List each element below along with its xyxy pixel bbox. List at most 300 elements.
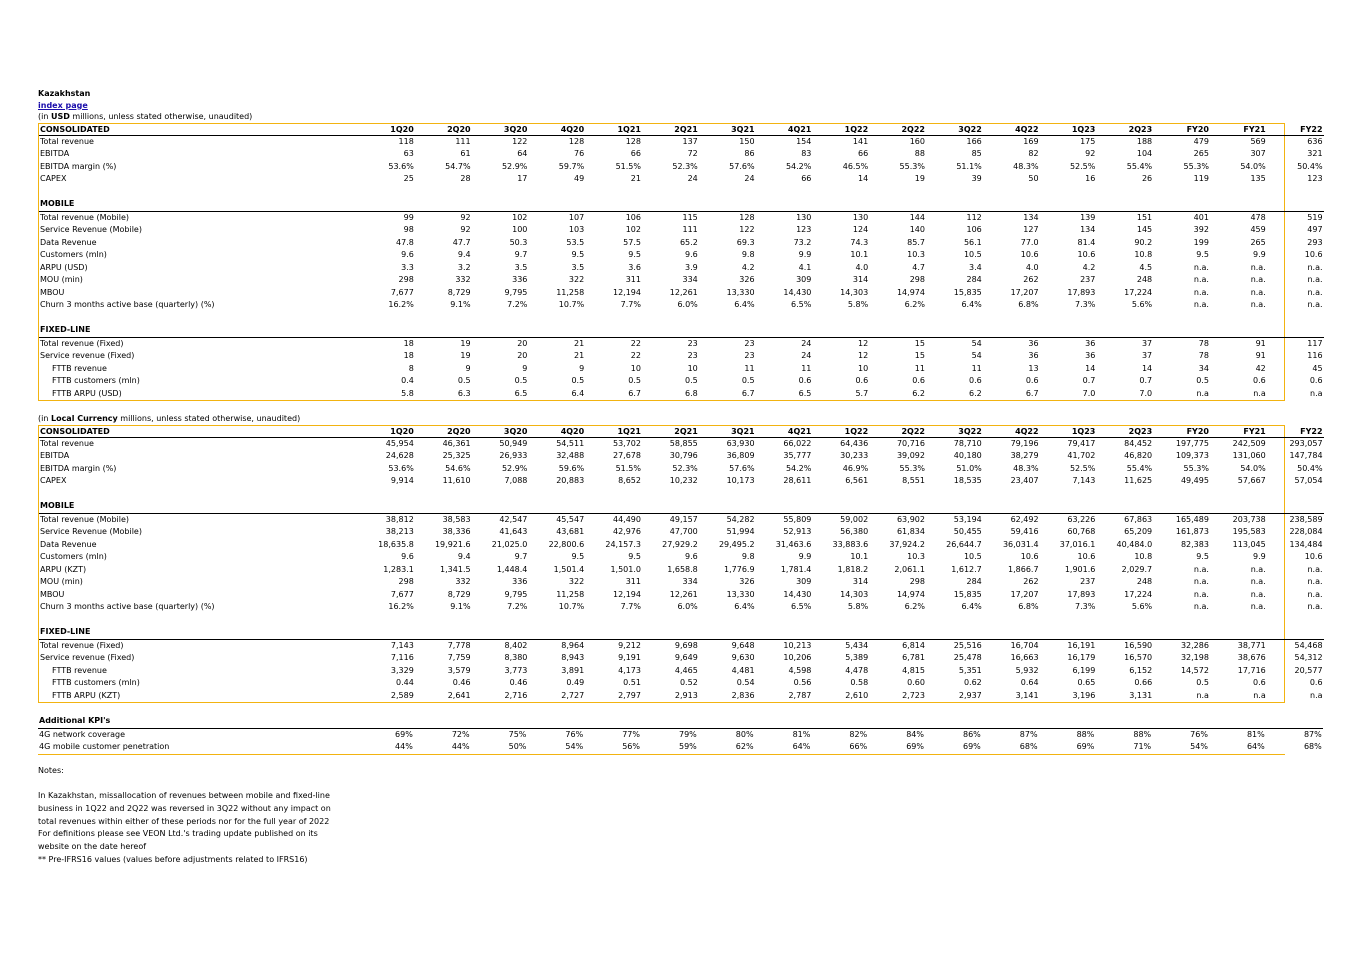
value-cell: 20,883 (556, 476, 585, 485)
value-cell: 7,677 (390, 589, 414, 599)
value-cell: 51.5% (615, 463, 641, 473)
value-cell: 16 (1085, 174, 1096, 183)
value-cell: 2,610 (845, 690, 869, 700)
value-cell: 34 (1198, 363, 1209, 373)
value-cell: 307 (1250, 149, 1266, 158)
value-cell: 128 (739, 212, 755, 222)
value-cell: 88 (914, 149, 925, 158)
value-cell: 265 (1193, 149, 1209, 158)
value-cell: 56% (622, 742, 640, 751)
value-cell: 19 (460, 338, 471, 348)
value-cell: 6.5% (791, 300, 812, 309)
value-cell: 26,933 (499, 451, 528, 460)
value-cell: 25 (403, 174, 414, 183)
value-cell: 44% (451, 742, 470, 751)
value-cell: 36,031.4 (1002, 539, 1039, 549)
value-cell: 9.8 (741, 250, 755, 259)
value-cell: n.a (1196, 690, 1209, 700)
value-cell: 17,716 (1237, 665, 1266, 675)
value-cell: 64% (1246, 742, 1265, 751)
value-cell: 334 (682, 577, 698, 586)
value-cell: 71% (1133, 742, 1152, 751)
value-cell: 3,579 (447, 665, 471, 675)
value-cell: 9.1% (450, 300, 471, 309)
value-cell: 284 (966, 275, 982, 284)
value-cell: 131,060 (1232, 451, 1266, 460)
value-cell: 7.3% (1075, 300, 1096, 309)
value-cell: 27,678 (612, 451, 641, 460)
value-cell: 8,943 (561, 653, 585, 662)
value-cell: 6.5 (798, 388, 812, 398)
value-cell: 150 (739, 136, 755, 146)
value-cell: 3.9 (685, 262, 698, 272)
value-cell: 2,913 (674, 690, 698, 700)
value-cell: 10.3 (907, 552, 925, 561)
row-label: MBOU (40, 589, 65, 599)
value-cell: 54.2% (785, 463, 812, 473)
value-cell: 14,974 (896, 287, 925, 297)
value-cell: 6,199 (1072, 665, 1096, 675)
value-cell: 117 (1307, 338, 1323, 348)
value-cell: 569 (1250, 136, 1266, 146)
value-cell: 497 (1307, 225, 1323, 234)
value-cell: 78 (1198, 338, 1209, 348)
row-label: FTTB ARPU (USD) (52, 388, 122, 398)
kpi-table (38, 715, 1323, 754)
value-cell: 0.65 (1077, 678, 1096, 687)
value-cell: 336 (512, 275, 528, 284)
value-cell: 109,373 (1175, 451, 1209, 460)
value-cell: n.a. (1307, 577, 1323, 586)
value-cell: 326 (739, 577, 755, 586)
table-row (39, 576, 1324, 589)
value-cell: 68% (1303, 742, 1322, 751)
value-cell: 76% (565, 729, 584, 739)
value-cell: 1,341.5 (440, 564, 471, 574)
value-cell: 37,924.2 (889, 539, 925, 549)
value-cell: 6.4 (571, 388, 585, 398)
value-cell: 9.1% (450, 602, 471, 611)
value-cell: 2,836 (731, 690, 755, 700)
value-cell: 32,286 (1180, 640, 1209, 650)
value-cell: 10.6 (1020, 552, 1039, 561)
value-cell: 0.5 (514, 376, 528, 385)
value-cell: 0.5 (628, 376, 641, 385)
value-cell: 63,930 (726, 438, 755, 448)
value-cell: 5.8 (401, 388, 414, 398)
value-cell: n.a. (1307, 300, 1323, 309)
column-header: 1Q22 (812, 124, 869, 136)
value-cell: 61,834 (896, 527, 925, 536)
column-header: FY22 (1267, 124, 1324, 136)
value-cell: 392 (1193, 225, 1209, 234)
value-cell: 46,361 (442, 438, 471, 448)
section-header-row (39, 500, 1324, 513)
value-cell: 6.4% (734, 602, 755, 611)
value-cell: 262 (1023, 577, 1039, 586)
table-row (39, 601, 1324, 614)
note-line: For definitions please see VEON Ltd.'s trading update published on its (38, 829, 318, 839)
section-header: CONSOLIDATED (39, 426, 358, 438)
value-cell: 52.9% (501, 463, 528, 473)
value-cell: 9,212 (618, 640, 641, 650)
value-cell: 14 (1141, 363, 1153, 373)
column-header: FY21 (1210, 426, 1267, 438)
row-label: MOU (min) (40, 275, 83, 284)
value-cell: 44% (395, 742, 413, 751)
value-cell: 140 (909, 225, 925, 234)
row-label: ARPU (KZT) (40, 564, 87, 574)
value-cell: 6.8 (685, 388, 698, 398)
value-cell: 0.5 (1196, 678, 1209, 687)
value-cell: 55.3% (899, 463, 925, 473)
value-cell: 0.46 (509, 678, 528, 687)
value-cell: 134 (1080, 225, 1096, 234)
column-header: 1Q23 (1040, 124, 1097, 136)
row-label: EBITDA margin (%) (40, 463, 117, 473)
value-cell: 7,088 (504, 476, 528, 485)
value-cell: 55.3% (899, 161, 925, 171)
value-cell: 81% (792, 729, 811, 739)
value-cell: 0.54 (736, 678, 755, 687)
index-page-link[interactable]: index page (38, 100, 88, 110)
value-cell: 19,921.6 (434, 539, 471, 549)
value-cell: 9,795 (504, 589, 528, 599)
value-cell: 1,612.7 (951, 564, 982, 574)
value-cell: 45,547 (556, 514, 585, 524)
value-cell: 30,233 (840, 451, 869, 460)
value-cell: 130 (852, 212, 869, 222)
table-row (39, 475, 1324, 488)
value-cell: 91 (1255, 351, 1266, 360)
table-row (39, 513, 1324, 526)
value-cell: 30,796 (669, 451, 698, 460)
value-cell: 23 (687, 338, 698, 348)
value-cell: 636 (1307, 136, 1323, 146)
value-cell: 118 (398, 136, 414, 146)
value-cell: 16,179 (1067, 653, 1096, 662)
value-cell: n.a. (1193, 577, 1209, 586)
value-cell: 1,781.4 (780, 564, 812, 574)
value-cell: 0.5 (457, 376, 471, 385)
column-header: 4Q21 (756, 124, 813, 136)
value-cell: 92 (1085, 149, 1096, 158)
value-cell: 7,778 (447, 640, 471, 650)
value-cell: 24 (801, 338, 812, 348)
value-cell: 51.1% (956, 161, 982, 171)
value-cell: 46.5% (842, 161, 869, 171)
value-cell: 166 (966, 136, 982, 146)
value-cell: 128 (625, 136, 641, 146)
value-cell: 39,092 (896, 451, 925, 460)
value-cell: 336 (512, 577, 528, 586)
value-cell: 0.6 (1253, 376, 1266, 385)
value-cell: 85 (971, 149, 982, 158)
value-cell: 6.7 (1025, 388, 1039, 398)
value-cell: 4.2 (1082, 262, 1096, 272)
value-cell: 50.4% (1297, 463, 1323, 473)
value-cell: 0.62 (963, 678, 982, 687)
column-header: FY22 (1267, 426, 1324, 438)
value-cell: 54,282 (726, 514, 755, 524)
value-cell: 4.0 (1025, 262, 1039, 272)
value-cell: 10.1 (850, 552, 869, 561)
value-cell: 314 (852, 577, 869, 586)
column-header: 3Q21 (699, 124, 756, 136)
local-currency-units-note: (in Local Currency millions, unless stated otherwise, unaudited) (38, 414, 301, 423)
value-cell: 9 (579, 363, 585, 373)
value-cell: 298 (909, 577, 925, 586)
value-cell: 54% (1190, 742, 1208, 751)
value-cell: 6.4% (734, 300, 755, 309)
value-cell: 332 (455, 275, 471, 284)
column-header: FY20 (1153, 124, 1210, 136)
table-row (39, 539, 1324, 552)
table-row (39, 526, 1324, 539)
value-cell: 16.2% (388, 300, 414, 309)
value-cell: 309 (796, 275, 812, 284)
value-cell: 22 (630, 351, 641, 360)
value-cell: 111 (682, 225, 698, 234)
row-label: Service Revenue (Mobile) (40, 527, 142, 536)
spacer-cell (39, 614, 1324, 627)
value-cell: 24 (744, 174, 755, 183)
value-cell: 13,330 (726, 287, 755, 297)
value-cell: 17 (517, 174, 528, 183)
value-cell: 17,893 (1067, 589, 1096, 599)
value-cell: 6.7 (741, 388, 755, 398)
value-cell: 10.6 (1304, 552, 1323, 561)
value-cell: 44,490 (612, 514, 641, 524)
value-cell: 63,226 (1067, 514, 1096, 524)
value-cell: 0.49 (566, 678, 585, 687)
value-cell: 36 (1085, 338, 1096, 348)
value-cell: n.a. (1307, 262, 1323, 272)
value-cell: 2,797 (618, 690, 641, 700)
value-cell: 147,784 (1289, 451, 1323, 460)
value-cell: 284 (966, 577, 982, 586)
usd-table-box (38, 123, 1323, 402)
value-cell: 5.6% (1131, 300, 1153, 309)
value-cell: 144 (909, 212, 925, 222)
value-cell: n.a (1196, 388, 1209, 398)
column-header: 2Q23 (1096, 426, 1153, 438)
table-row (38, 741, 1323, 754)
value-cell: 1,866.7 (1008, 564, 1039, 574)
value-cell: 76 (574, 149, 585, 158)
row-label: Total revenue (Fixed) (40, 338, 124, 348)
value-cell: 9.5 (1196, 552, 1209, 561)
value-cell: n.a. (1193, 589, 1209, 599)
value-cell: 137 (682, 136, 698, 146)
value-cell: 107 (568, 212, 585, 222)
table-row (39, 249, 1324, 262)
value-cell: 55.4% (1126, 463, 1153, 473)
value-cell: 3,891 (561, 665, 585, 675)
value-cell: 11 (744, 363, 755, 373)
value-cell: 134,484 (1289, 539, 1323, 549)
value-cell: 57.6% (729, 463, 755, 473)
value-cell: 50 (1028, 174, 1039, 183)
value-cell: 100 (512, 225, 528, 234)
value-cell: 9.5 (1196, 250, 1209, 259)
value-cell: n.a. (1193, 287, 1209, 297)
value-cell: 479 (1193, 136, 1209, 146)
value-cell: 4.1 (798, 262, 812, 272)
value-cell: 334 (682, 275, 698, 284)
value-cell: 9.4 (457, 250, 471, 259)
value-cell: n.a. (1250, 564, 1266, 574)
value-cell: 195,583 (1232, 527, 1266, 536)
value-cell: 130 (796, 212, 812, 222)
column-header: 2Q23 (1096, 124, 1153, 136)
value-cell: 47,700 (669, 527, 698, 536)
value-cell: 7.2% (507, 300, 528, 309)
report-page (38, 88, 1323, 867)
value-cell: 69% (906, 742, 924, 751)
table-row (39, 211, 1324, 224)
value-cell: 17,224 (1124, 287, 1153, 297)
value-cell: 298 (398, 577, 414, 586)
value-cell: 2,589 (390, 690, 414, 700)
value-cell: 1,658.8 (667, 564, 698, 574)
table-row (39, 639, 1324, 652)
value-cell: 10.8 (1134, 552, 1153, 561)
value-cell: 12,261 (669, 589, 698, 599)
value-cell: 92 (460, 212, 471, 222)
value-cell: 78,710 (953, 438, 982, 448)
value-cell: 197,775 (1175, 438, 1209, 448)
value-cell: 38,336 (442, 527, 471, 536)
value-cell: 10.6 (1077, 250, 1096, 259)
value-cell: 0.5 (1196, 376, 1209, 385)
column-header: 3Q20 (472, 124, 529, 136)
value-cell: 23,407 (1010, 476, 1039, 485)
value-cell: 10.6 (1304, 250, 1323, 259)
value-cell: 37 (1141, 351, 1153, 360)
value-cell: 54 (971, 338, 982, 348)
value-cell: 9.9 (1253, 552, 1266, 561)
value-cell: 24,157.3 (605, 539, 641, 549)
value-cell: 9.9 (798, 552, 812, 561)
value-cell: n.a. (1250, 577, 1266, 586)
value-cell: 54.0% (1240, 161, 1266, 171)
value-cell: 60,768 (1067, 527, 1096, 536)
value-cell: 11,258 (556, 589, 585, 599)
value-cell: 63 (403, 149, 414, 158)
note-line: In Kazakhstan, missallocation of revenues between mobile and fixed-line (38, 791, 330, 801)
value-cell: 6.5 (514, 388, 528, 398)
value-cell: 77% (622, 729, 640, 739)
value-cell: 237 (1080, 577, 1096, 586)
value-cell: 0.66 (1134, 678, 1153, 687)
value-cell: 188 (1136, 136, 1153, 146)
value-cell: 2,716 (504, 690, 528, 700)
value-cell: 9,191 (618, 653, 641, 662)
value-cell: 3.4 (969, 262, 982, 272)
value-cell: 62% (735, 742, 754, 751)
value-cell: 86% (962, 729, 981, 739)
value-cell: 2,723 (902, 690, 925, 700)
value-cell: 127 (1023, 225, 1039, 234)
value-cell: 57.6% (729, 161, 755, 171)
value-cell: 3,196 (1072, 690, 1096, 700)
value-cell: 10.7% (558, 300, 585, 309)
value-cell: 154 (796, 136, 812, 146)
value-cell: 12 (857, 338, 869, 348)
value-cell: 57,667 (1237, 476, 1266, 485)
value-cell: 59.7% (558, 161, 585, 171)
value-cell: 7.7% (620, 602, 641, 611)
value-cell: 293 (1307, 237, 1323, 247)
value-cell: 55.3% (1183, 161, 1209, 171)
row-label: FTTB revenue (52, 363, 107, 373)
value-cell: 15 (914, 351, 925, 360)
row-label: 4G mobile customer penetration (39, 742, 170, 751)
value-cell: 0.6 (1253, 678, 1266, 687)
value-cell: 119 (1193, 174, 1209, 183)
table-row (39, 337, 1324, 350)
value-cell: 54,468 (1294, 640, 1323, 650)
value-cell: 10.3 (907, 250, 925, 259)
section-header: MOBILE (39, 198, 1324, 211)
value-cell: 52.3% (672, 463, 698, 473)
value-cell: 16,191 (1067, 640, 1096, 650)
value-cell: 54.6% (445, 463, 471, 473)
value-cell: 128 (568, 136, 585, 146)
row-label: Churn 3 months active base (quarterly) (%) (40, 300, 215, 309)
value-cell: 124 (852, 225, 869, 234)
value-cell: n.a (1310, 690, 1323, 700)
row-label: Churn 3 months active base (quarterly) (%) (40, 602, 215, 611)
value-cell: 111 (455, 136, 471, 146)
value-cell: 8,551 (902, 476, 925, 485)
value-cell: 0.5 (685, 376, 698, 385)
value-cell: n.a. (1307, 275, 1323, 284)
value-cell: 87% (1019, 729, 1038, 739)
value-cell: n.a. (1250, 300, 1266, 309)
value-cell: 75% (508, 729, 527, 739)
value-cell: 69.3 (736, 237, 755, 247)
value-cell: 38,812 (385, 514, 414, 524)
value-cell: 32,488 (556, 451, 585, 460)
section-header: CONSOLIDATED (39, 124, 358, 136)
value-cell: 1,448.4 (496, 564, 528, 574)
table-row (38, 728, 1323, 741)
value-cell: 298 (909, 275, 925, 284)
value-cell: 6.2% (904, 602, 925, 611)
value-cell: 6,152 (1129, 665, 1153, 675)
value-cell: 42 (1255, 363, 1266, 373)
value-cell: 40,180 (953, 451, 982, 460)
column-header: 2Q21 (642, 124, 699, 136)
value-cell: 40,484.0 (1116, 539, 1153, 549)
value-cell: 0.7 (1139, 376, 1153, 385)
value-cell: 74.3 (850, 237, 869, 247)
table-row (39, 224, 1324, 237)
value-cell: 63,902 (896, 514, 925, 524)
spacer-cell (39, 186, 1324, 199)
value-cell: 24 (801, 351, 812, 360)
value-cell: 65,209 (1124, 527, 1153, 536)
value-cell: 321 (1307, 149, 1323, 158)
row-label: 4G network coverage (39, 729, 126, 739)
table-row (39, 388, 1324, 401)
value-cell: 7.3% (1075, 602, 1096, 611)
value-cell: 6.0% (677, 602, 698, 611)
value-cell: 21 (574, 338, 585, 348)
table-row (39, 363, 1324, 376)
